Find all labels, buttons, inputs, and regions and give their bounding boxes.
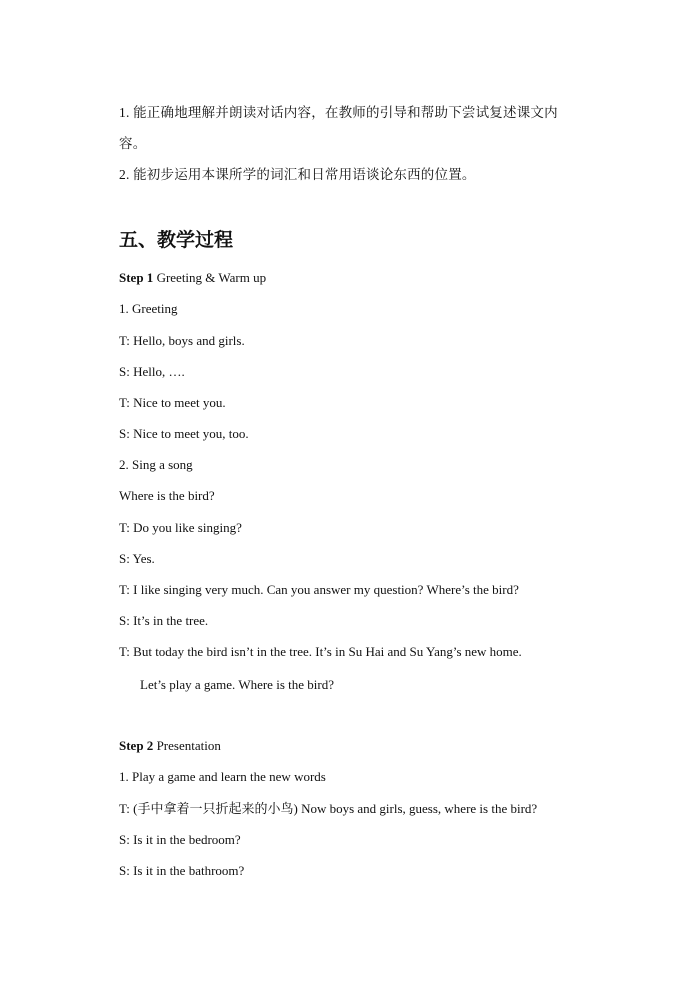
- step-1-line: Where is the bird?: [119, 488, 215, 503]
- step-2-line: 1. Play a game and learn the new words: [119, 769, 326, 784]
- objective-item-1-line-1: 1. 能正确地理解并朗读对话内容，在教师的引导和帮助下尝试复述课文内: [119, 105, 558, 120]
- step-2-line: S: Is it in the bedroom?: [119, 832, 241, 847]
- step-1-line: T: I like singing very much. Can you answer my question? Where’s the bird?: [119, 582, 519, 597]
- objective-item-1-line-2: 容。: [119, 136, 147, 151]
- step-1-line: S: Hello, ….: [119, 364, 185, 379]
- step-1-line: T: But today the bird isn’t in the tree. It’s in Su Hai and Su Yang’s new home.: [119, 644, 522, 659]
- step-2-line: S: Is it in the bathroom?: [119, 863, 245, 878]
- objective-item-2: 2. 能初步运用本课所学的词汇和日常用语谈论东西的位置。: [119, 167, 476, 182]
- step-1-label: Step 1: [119, 270, 154, 285]
- step-1-line: 1. Greeting: [119, 301, 178, 316]
- section-heading: 五、教学过程: [119, 230, 234, 251]
- step-1-line: S: It’s in the tree.: [119, 613, 209, 628]
- step-1-line: S: Nice to meet you, too.: [119, 426, 249, 441]
- step-2-title: Presentation: [153, 738, 221, 753]
- step-1-heading: [119, 270, 266, 286]
- step-1-line: T: Hello, boys and girls.: [119, 333, 245, 348]
- step-1-line: T: Nice to meet you.: [119, 395, 226, 410]
- step-1-title: Greeting & Warm up: [153, 270, 267, 285]
- step-1-line: T: Do you like singing?: [119, 520, 242, 535]
- step-2-label: Step 2: [119, 738, 154, 753]
- step-1-line: Let’s play a game. Where is the bird?: [140, 677, 334, 692]
- step-1-line: S: Yes.: [119, 551, 155, 566]
- step-2-heading: [119, 738, 221, 754]
- step-1-line: 2. Sing a song: [119, 457, 193, 472]
- step-2-line: T: (手中拿着一只折起来的小鸟) Now boys and girls, guess, where is the bird?: [119, 801, 538, 816]
